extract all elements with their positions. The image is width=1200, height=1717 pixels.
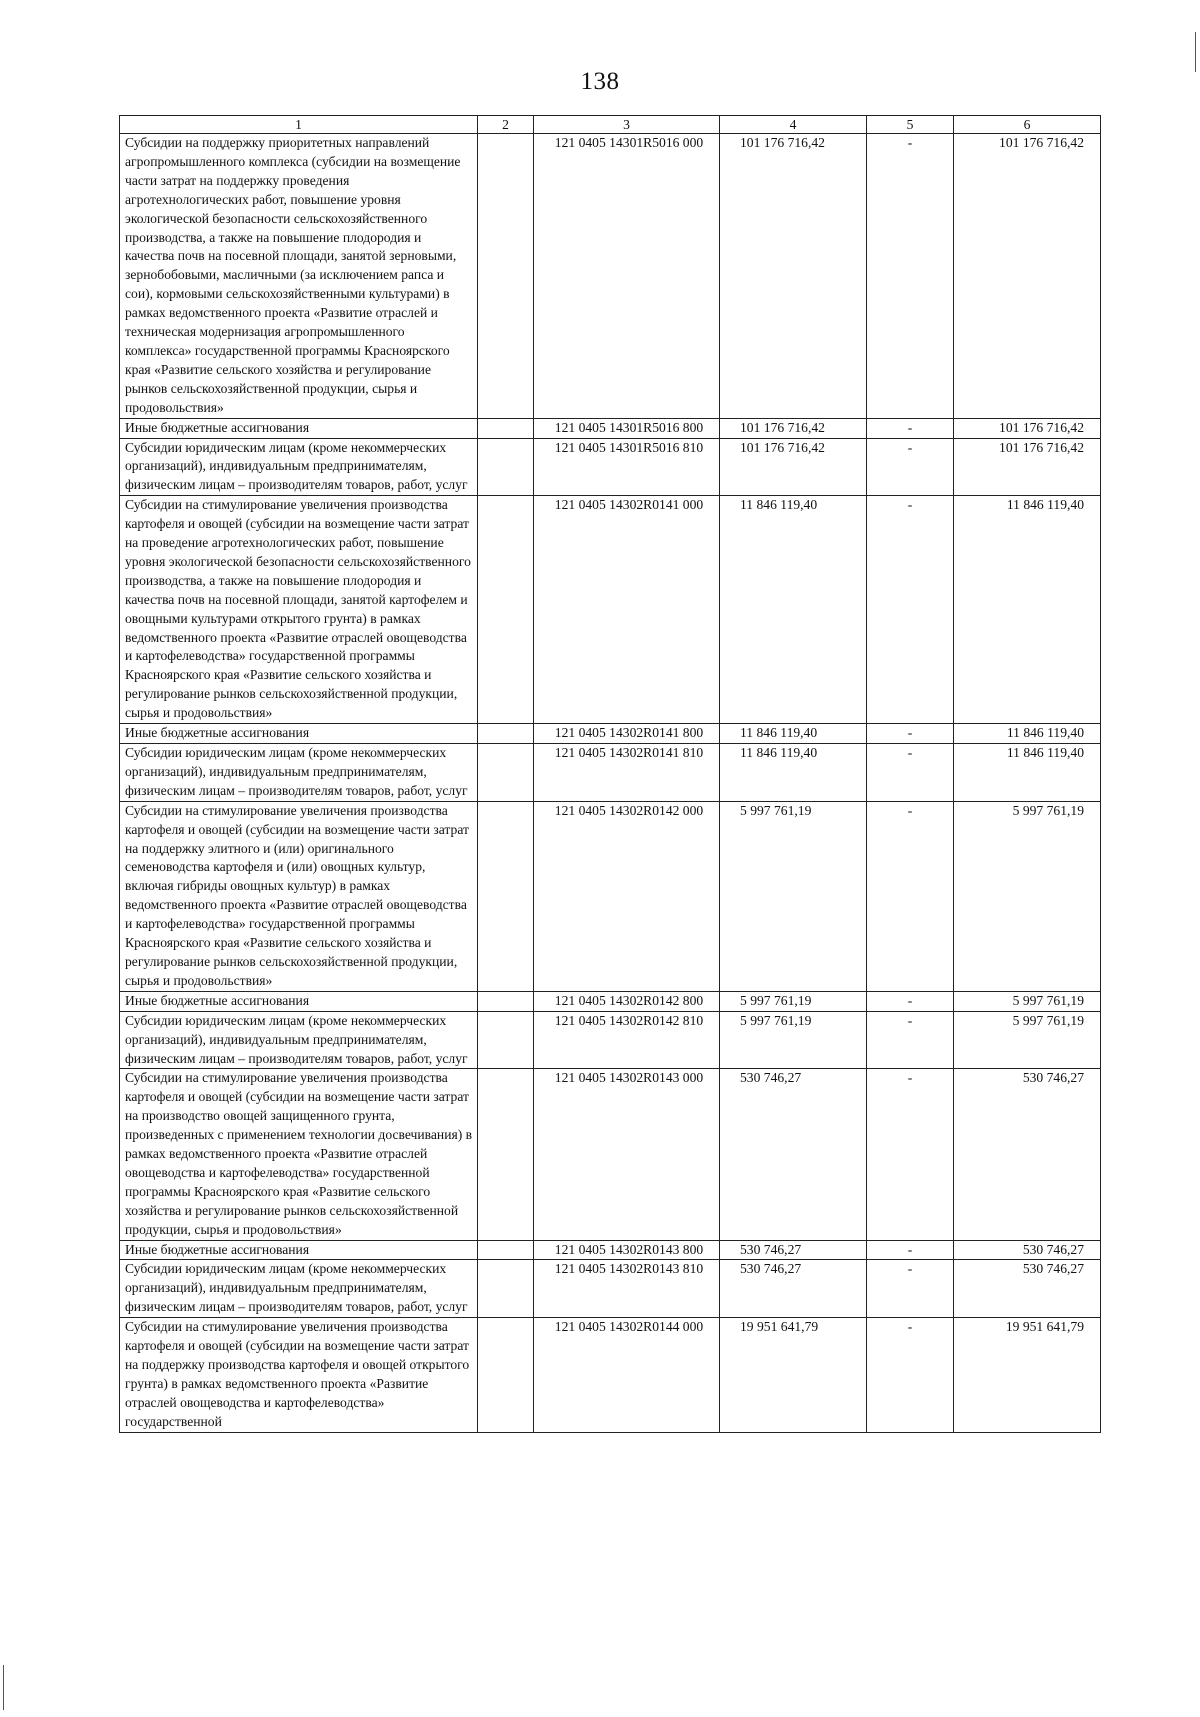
scan-edge-mark <box>3 1665 4 1710</box>
column-number: 2 <box>478 116 534 134</box>
budget-code-cell: 121 0405 14302R0141 810 <box>534 744 720 802</box>
column-2-cell <box>478 496 534 724</box>
total-cell: 101 176 716,42 <box>954 134 1101 419</box>
amount-cell: 5 997 761,19 <box>720 801 867 991</box>
row-name-cell: Иные бюджетные ассигнования <box>120 991 478 1011</box>
column-number: 5 <box>867 116 954 134</box>
budget-code-cell: 121 0405 14301R5016 000 <box>534 134 720 419</box>
column-2-cell <box>478 134 534 419</box>
total-cell: 530 746,27 <box>954 1240 1101 1260</box>
table-row <box>120 744 1101 802</box>
row-name-cell: Субсидии юридическим лицам (кроме некоммерческих организаций), индивидуальным предпринимателям, физическим лицам – производителям товаров, работ, услуг <box>120 744 478 802</box>
total-cell: 101 176 716,42 <box>954 418 1101 438</box>
amount-cell: 5 997 761,19 <box>720 1011 867 1069</box>
table-row <box>120 801 1101 991</box>
column-number: 6 <box>954 116 1101 134</box>
budget-code-cell: 121 0405 14301R5016 810 <box>534 438 720 496</box>
change-cell: - <box>867 1240 954 1260</box>
amount-cell: 101 176 716,42 <box>720 134 867 419</box>
row-name-cell: Субсидии на стимулирование увеличения производства картофеля и овощей (субсидии на возмещение части затрат на производство овощей защищенного грунта, произведенных с применением технологии досвечивания) в рамках ведомственного проекта «Развитие отраслей овощеводства и картофелеводства» государственной программы Красноярского края «Развитие сельского хозяйства и регулирование рынков сельскохозяйственной продукции, сырья и продовольствия» <box>120 1069 478 1240</box>
total-cell: 11 846 119,40 <box>954 724 1101 744</box>
column-2-cell <box>478 1069 534 1240</box>
column-number-row <box>120 116 1101 134</box>
table-row <box>120 438 1101 496</box>
table-row <box>120 724 1101 744</box>
amount-cell: 101 176 716,42 <box>720 418 867 438</box>
change-cell: - <box>867 438 954 496</box>
table-row <box>120 1318 1101 1432</box>
column-2-cell <box>478 418 534 438</box>
budget-code-cell: 121 0405 14302R0141 000 <box>534 496 720 724</box>
table-row <box>120 1069 1101 1240</box>
total-cell: 11 846 119,40 <box>954 496 1101 724</box>
amount-cell: 530 746,27 <box>720 1240 867 1260</box>
change-cell: - <box>867 1011 954 1069</box>
column-number: 1 <box>120 116 478 134</box>
change-cell: - <box>867 724 954 744</box>
row-name-cell: Субсидии юридическим лицам (кроме некоммерческих организаций), индивидуальным предпринимателям, физическим лицам – производителям товаров, работ, услуг <box>120 1011 478 1069</box>
amount-cell: 11 846 119,40 <box>720 724 867 744</box>
row-name-cell: Иные бюджетные ассигнования <box>120 1240 478 1260</box>
change-cell: - <box>867 801 954 991</box>
total-cell: 5 997 761,19 <box>954 991 1101 1011</box>
row-name-cell: Субсидии на стимулирование увеличения производства картофеля и овощей (субсидии на возмещение части затрат на проведение агротехнологических работ, повышение уровня экологической безопасности сельскохозяйственного производства, а также на повышение плодородия и качества почв на посевной площади, занятой картофелем и овощными культурами открытого грунта) в рамках ведомственного проекта «Развитие отраслей овощеводства и картофелеводства» государственной программы Красноярского края «Развитие сельского хозяйства и регулирование рынков сельскохозяйственной продукции, сырья и продовольствия» <box>120 496 478 724</box>
table-row <box>120 134 1101 419</box>
column-2-cell <box>478 438 534 496</box>
budget-code-cell: 121 0405 14302R0142 810 <box>534 1011 720 1069</box>
budget-code-cell: 121 0405 14301R5016 800 <box>534 418 720 438</box>
column-number: 4 <box>720 116 867 134</box>
total-cell: 5 997 761,19 <box>954 1011 1101 1069</box>
change-cell: - <box>867 744 954 802</box>
row-name-cell: Субсидии юридическим лицам (кроме некоммерческих организаций), индивидуальным предпринимателям, физическим лицам – производителям товаров, работ, услуг <box>120 1260 478 1318</box>
column-2-cell <box>478 1240 534 1260</box>
column-2-cell <box>478 1318 534 1432</box>
change-cell: - <box>867 1069 954 1240</box>
budget-code-cell: 121 0405 14302R0143 000 <box>534 1069 720 1240</box>
amount-cell: 101 176 716,42 <box>720 438 867 496</box>
row-name-cell: Иные бюджетные ассигнования <box>120 724 478 744</box>
amount-cell: 530 746,27 <box>720 1069 867 1240</box>
row-name-cell: Иные бюджетные ассигнования <box>120 418 478 438</box>
change-cell: - <box>867 134 954 419</box>
row-name-cell: Субсидии на стимулирование увеличения производства картофеля и овощей (субсидии на возмещение части затрат на поддержку элитного и (или) оригинального семеноводства картофеля и (или) овощных культур, включая гибриды овощных культур) в рамках ведомственного проекта «Развитие отраслей овощеводства и картофелеводства» государственной программы Красноярского края «Развитие сельского хозяйства и регулирование рынков сельскохозяйственной продукции, сырья и продовольствия» <box>120 801 478 991</box>
budget-code-cell: 121 0405 14302R0142 000 <box>534 801 720 991</box>
column-2-cell <box>478 724 534 744</box>
budget-code-cell: 121 0405 14302R0143 800 <box>534 1240 720 1260</box>
column-2-cell <box>478 1260 534 1318</box>
budget-code-cell: 121 0405 14302R0141 800 <box>534 724 720 744</box>
scan-edge-mark <box>1195 32 1196 72</box>
column-2-cell <box>478 1011 534 1069</box>
amount-cell: 19 951 641,79 <box>720 1318 867 1432</box>
table-row <box>120 1260 1101 1318</box>
budget-code-cell: 121 0405 14302R0143 810 <box>534 1260 720 1318</box>
total-cell: 19 951 641,79 <box>954 1318 1101 1432</box>
column-2-cell <box>478 801 534 991</box>
column-2-cell <box>478 744 534 802</box>
table-row <box>120 496 1101 724</box>
amount-cell: 11 846 119,40 <box>720 496 867 724</box>
table-row <box>120 418 1101 438</box>
total-cell: 530 746,27 <box>954 1069 1101 1240</box>
total-cell: 530 746,27 <box>954 1260 1101 1318</box>
budget-table <box>119 115 1101 1433</box>
total-cell: 5 997 761,19 <box>954 801 1101 991</box>
change-cell: - <box>867 991 954 1011</box>
total-cell: 11 846 119,40 <box>954 744 1101 802</box>
amount-cell: 530 746,27 <box>720 1260 867 1318</box>
column-2-cell <box>478 991 534 1011</box>
row-name-cell: Субсидии юридическим лицам (кроме некоммерческих организаций), индивидуальным предпринимателям, физическим лицам – производителям товаров, работ, услуг <box>120 438 478 496</box>
table-row <box>120 1011 1101 1069</box>
change-cell: - <box>867 1318 954 1432</box>
change-cell: - <box>867 418 954 438</box>
table-row <box>120 1240 1101 1260</box>
total-cell: 101 176 716,42 <box>954 438 1101 496</box>
row-name-cell: Субсидии на стимулирование увеличения производства картофеля и овощей (субсидии на возмещение части затрат на поддержку производства картофеля и овощей открытого грунта) в рамках ведомственного проекта «Развитие отраслей овощеводства и картофелеводства» государственной <box>120 1318 478 1432</box>
budget-code-cell: 121 0405 14302R0142 800 <box>534 991 720 1011</box>
budget-code-cell: 121 0405 14302R0144 000 <box>534 1318 720 1432</box>
change-cell: - <box>867 496 954 724</box>
change-cell: - <box>867 1260 954 1318</box>
column-number: 3 <box>534 116 720 134</box>
row-name-cell: Субсидии на поддержку приоритетных направлений агропромышленного комплекса (субсидии на возмещение части затрат на поддержку проведения агротехнологических работ, повышение уровня экологической безопасности сельскохозяйственного производства, а также на повышение плодородия и качества почв на посевной площади, занятой зерновыми, зернобобовыми, масличными (за исключением рапса и сои), кормовыми сельскохозяйственными культурами) в рамках ведомственного проекта «Развитие отраслей и техническая модернизация агропромышленного комплекса» государственной программы Красноярского края «Развитие сельского хозяйства и регулирование рынков сельскохозяйственной продукции, сырья и продовольствия» <box>120 134 478 419</box>
page-number: 138 <box>580 68 620 95</box>
amount-cell: 5 997 761,19 <box>720 991 867 1011</box>
table-row <box>120 991 1101 1011</box>
amount-cell: 11 846 119,40 <box>720 744 867 802</box>
